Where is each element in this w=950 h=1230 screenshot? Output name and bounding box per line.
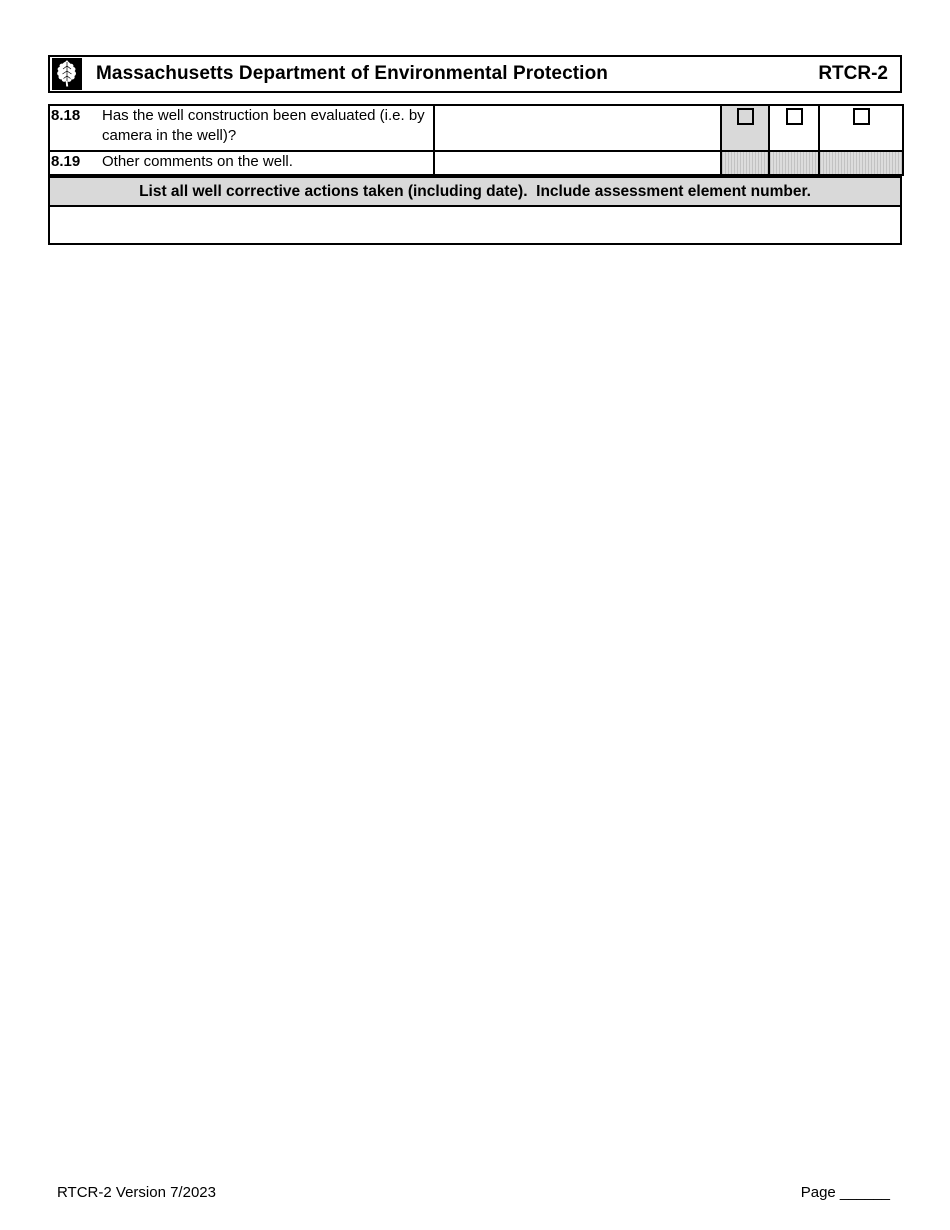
corrective-actions-banner [48,176,902,207]
na-hatched-cell-8-19-3 [819,151,903,175]
answer-cell-8-18[interactable] [434,105,721,151]
table-row-8-18 [49,105,903,151]
question-cell-8-19 [49,151,434,175]
form-header-bar [48,55,902,93]
checkbox-cell-8-18-3 [819,105,903,151]
question-number: 8.18 [51,107,81,124]
checkbox-8-18-2[interactable] [786,108,803,125]
question-text: Other comments on the well. [102,153,293,170]
question-cell-8-18 [49,105,434,151]
checkbox-8-18-3[interactable] [853,108,870,125]
question-number: 8.19 [51,153,81,170]
form-code: RTCR-2 [818,63,888,84]
footer-page-label: Page ______ [800,1184,890,1201]
footer-version-text: RTCR-2 Version 7/2023 [57,1184,216,1201]
corrective-actions-banner-text: List all well corrective actions taken (including date). Include assessment element number. [139,182,811,200]
table-row-8-19 [49,151,903,175]
na-hatched-cell-8-19-1 [721,151,769,175]
page-title: Massachusetts Department of Environmental Protection [96,63,608,84]
checkbox-cell-8-18-1 [721,105,769,151]
checkbox-cell-8-18-2 [769,105,819,151]
answer-cell-8-19[interactable] [434,151,721,175]
massdep-logo-icon [52,58,82,90]
question-text: Has the well construction been evaluated (i.e. by camera in the well)? [102,107,425,144]
checkbox-8-18-1[interactable] [737,108,754,125]
na-hatched-cell-8-19-2 [769,151,819,175]
corrective-actions-entry-box[interactable] [48,205,902,245]
well-question-table [48,104,904,176]
